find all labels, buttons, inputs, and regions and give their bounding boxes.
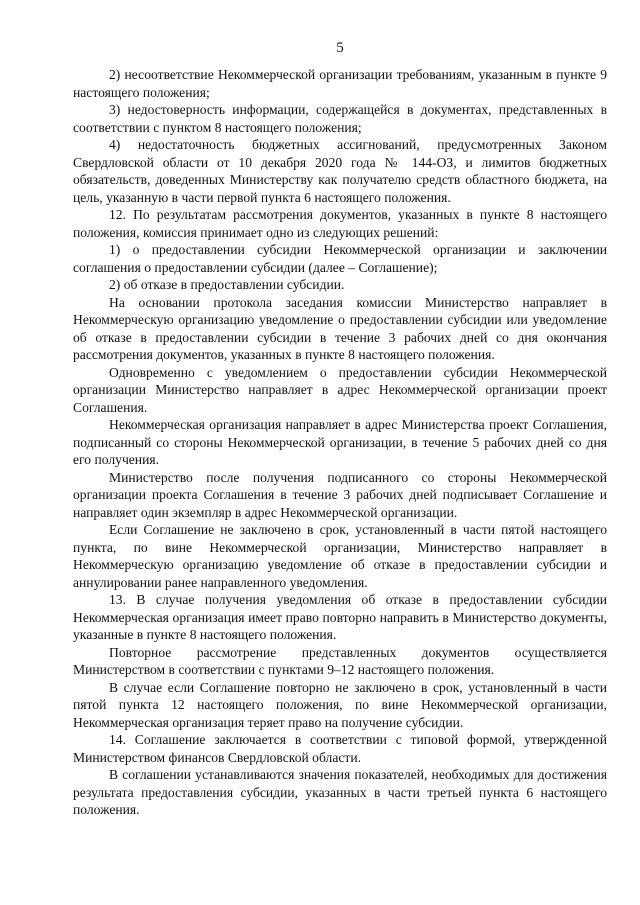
document-page — [73, 38, 607, 819]
paragraph-decision-2: 2) об отказе в предоставлении субсидии. — [109, 277, 345, 292]
page-number: 5 — [336, 40, 344, 56]
paragraph-ministry-signs: Министерство после получения подписанного со стороны Некоммерческой организации проекта Соглашения в течение 3 рабочих дней подписывает Соглашение и направляет один экземпляр в адрес Некоммерческой организации. — [73, 469, 607, 520]
paragraph-decision-1: 1) о предоставлении субсидии Некоммерческой организации и заключении соглашения о предоставлении субсидии (далее – Соглашение); — [73, 242, 607, 275]
paragraph-draft-agreement: Одновременно с уведомлением о предоставлении субсидии Некоммерческой организации Министерство направляет в адрес Некоммерческой организации проект Соглашения. — [73, 364, 607, 415]
paragraph-indicators: В соглашении устанавливаются значения показателей, необходимых для достижения результата предоставления субсидии, указанных в части третьей пункта 6 настоящего положения. — [73, 767, 607, 817]
paragraph-repeat-review: Повторное рассмотрение представленных документов осуществляется Министерством в соответствии с пунктами 9–12 настоящего положения. — [73, 644, 607, 677]
paragraph-item-4-insufficiency: 4) недостаточность бюджетных ассигнований, предусмотренных Законом Свердловской области от 10 декабря 2020 года № 144-ОЗ, и лимитов бюджетных обязательств, доведенных Министерству как получателю средств областного бюджета, на цель, указанную в части первой пункта 6 настоящего положения. — [73, 137, 607, 205]
paragraph-clause-13: 13. В случае получения уведомления об отказе в предоставлении субсидии Некоммерческая организация имеет право повторно направить в Министерство документы, указанные в пункте 8 настоящего положения. — [73, 592, 607, 642]
paragraph-signed-draft: Некоммерческая организация направляет в адрес Министерства проект Соглашения, подписанный со стороны Некоммерческой организации, в течение 5 рабочих дней со дня его получения. — [73, 417, 607, 467]
paragraph-item-3-unreliability: 3) недостоверность информации, содержащейся в документах, представленных в соответствии с пунктом 8 настоящего положения; — [73, 102, 607, 135]
paragraph-loses-right: В случае если Соглашение повторно не заключено в срок, установленный в части пятой пункта 12 настоящего положения, по вине Некоммерческой организации, Некоммерческая организация теряет право на получение субсидии. — [73, 679, 607, 730]
paragraph-clause-12: 12. По результатам рассмотрения документов, указанных в пункте 8 настоящего положения, комиссия принимает одно из следующих решений: — [73, 207, 607, 240]
paragraph-item-2-noncompliance: 2) несоответствие Некоммерческой организации требованиям, указанным в пункте 9 настоящего положения; — [73, 67, 607, 100]
paragraph-clause-14: 14. Соглашение заключается в соответствии с типовой формой, утвержденной Министерством финансов Свердловской области. — [73, 732, 607, 765]
paragraph-notification: На основании протокола заседания комиссии Министерство направляет в Некоммерческую организацию уведомление о предоставлении субсидии или уведомление об отказе в предоставлении субсидии в течение 3 рабочих дней со дня окончания рассмотрения документов, указанных в пункте 8 настоящего положения. — [73, 294, 607, 362]
paragraph-not-concluded: Если Соглашение не заключено в срок, установленный в части пятой настоящего пункта, по вине Некоммерческой организации, Министерство направляет в Некоммерческую организацию уведомление об отказе в предоставлении субсидии и аннулировании ранее направленного уведомления. — [73, 522, 607, 590]
